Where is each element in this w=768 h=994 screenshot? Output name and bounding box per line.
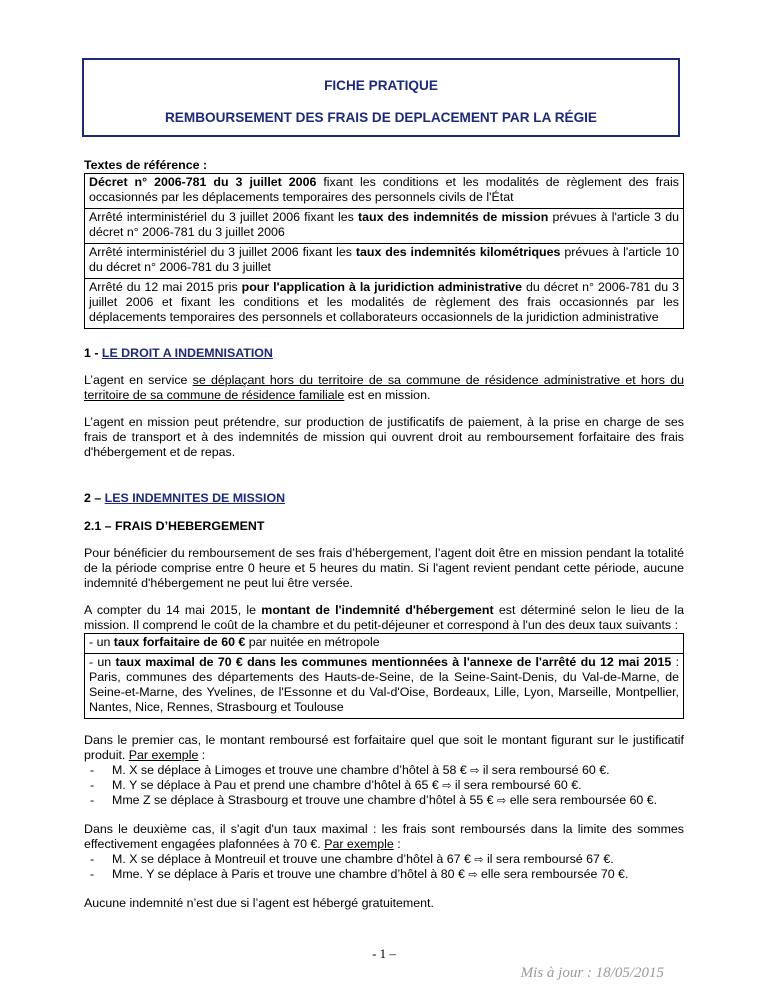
section-2-paragraph-3: [84, 733, 684, 763]
section-2-paragraph-1: Pour bénéficier du remboursement de ses frais d’hébergement, l’agent doit être en mission pendant la totalité de la période comprise entre 0 heure et 5 heures du matin. Si l'agent revient pendant cette période, aucune indemnité d'hébergement ne peut lui être versée.: [84, 546, 684, 590]
section-1: [84, 346, 684, 460]
arrow-right-icon: ⇨: [470, 764, 480, 777]
doc-title: FICHE PRATIQUE: [324, 78, 438, 93]
rate-bold: taux maximal de 70 € dans les communes mentionnées à l'annexe de l'arrêté du 12 mai 2015: [115, 655, 672, 669]
arrow-right-icon: ⇨: [497, 794, 507, 807]
reference-text: prévues à l'article 3 du décret n° 2006-781 du 3 juillet 2006: [89, 210, 679, 239]
reference-row: [85, 174, 684, 209]
examples-list-1: [84, 763, 684, 808]
paragraph-text: :: [393, 837, 401, 851]
section-2-title: LES INDEMNITES DE MISSION: [104, 491, 286, 505]
example-text: M. X se déplace à Montreuil et trouve une chambre d’hôtel à 67 €: [112, 852, 475, 866]
paragraph-text: L’agent en service: [84, 373, 193, 387]
rate-text: : Paris, communes des départements des Hauts-de-Seine, de la Seine-Saint-Denis, du Val-de-Marne, de Seine-et-Marne, des Yvelines, de l'Essonne et du Val-d'Oise, Bordeaux, Lille, Lyon, Marseille, Montpellier, Nantes, Nice, Rennes, Strasbourg et Toulouse: [89, 655, 680, 714]
dash-bullet: -: [90, 778, 95, 792]
example-text: M. X se déplace à Limoges et trouve une chambre d’hôtel à 58 €: [112, 763, 471, 777]
bold-text: montant de l'indemnité d'hébergement: [261, 603, 494, 617]
paragraph-text: :: [198, 748, 206, 762]
section-2-paragraph-2: [84, 603, 684, 633]
reference-row: [85, 279, 684, 329]
reference-text: Arrêté interministériel du 3 juillet 2006 fixant les: [89, 245, 356, 259]
subsection-2-1-heading: 2.1 – FRAIS D’HEBERGEMENT: [84, 519, 265, 533]
section-1-title: LE DROIT A INDEMNISATION: [101, 346, 273, 360]
reference-bold: pour l'application à la juridiction administrative: [241, 280, 523, 294]
section-2-paragraph-4: [84, 822, 684, 852]
reference-text: fixant les conditions et les modalités de règlement des frais occasionnés par les déplacements temporaires des personnels civils de l'État: [89, 175, 679, 204]
list-item: [84, 793, 684, 808]
dash-bullet: -: [90, 852, 95, 866]
rate-text: par nuitée en métropole: [245, 635, 380, 649]
references-heading: Textes de référence :: [84, 158, 208, 172]
references-section: [84, 158, 684, 329]
reference-row: [85, 244, 684, 279]
list-item: [84, 763, 684, 778]
list-item: [84, 778, 684, 793]
list-item: [84, 852, 684, 867]
reference-text: Arrêté interministériel du 3 juillet 2006 fixant les: [89, 210, 359, 224]
rate-row: [85, 654, 684, 719]
arrow-right-icon: ⇨: [468, 868, 478, 881]
examples-list-2: [84, 852, 684, 882]
update-date: Mis à jour : 18/05/2015: [520, 965, 664, 981]
section-1-paragraph-1: [84, 373, 684, 403]
reference-text: prévues à l'article 10 du décret n° 2006-781 du 3 juillet: [89, 245, 679, 274]
example-result: il sera remboursé 60 €.: [451, 778, 582, 792]
example-label: Par exemple: [128, 748, 199, 762]
underlined-text: se déplaçant hors du territoire de sa commune de résidence administrative et hors du territoire de sa commune de résidence familiale: [84, 373, 684, 402]
reference-bold: taux des indemnités de mission: [358, 210, 549, 224]
example-result: il sera remboursé 60 €.: [479, 763, 610, 777]
paragraph-text: est déterminé selon le lieu de la mission. Il comprend le coût de la chambre et du petit-déjeuner et correspond à l'un des deux taux suivants :: [84, 603, 684, 632]
reference-bold: taux des indemnités kilométriques: [355, 245, 561, 259]
example-result: elle sera remboursée 70 €.: [477, 867, 629, 881]
references-table: [84, 173, 684, 329]
example-text: Mme. Y se déplace à Paris et trouve une chambre d’hôtel à 80 €: [112, 867, 469, 881]
paragraph-text: est en mission.: [344, 388, 431, 402]
section-2-heading: [84, 491, 684, 506]
example-text: Mme Z se déplace à Strasbourg et trouve une chambre d’hôtel à 55 €: [112, 793, 498, 807]
reference-text: du décret n° 2006-781 du 3 juillet 2006 et fixant les conditions et les modalités de règlement des frais occasionnés par les déplacements temporaires des personnels et collaborateurs occasionnels de la juridiction administrative: [89, 280, 679, 324]
page-number: - 1 –: [372, 946, 396, 961]
title-box: [82, 58, 680, 137]
dash-bullet: -: [90, 867, 95, 881]
rates-table: [84, 633, 684, 719]
doc-subtitle: REMBOURSEMENT DES FRAIS DE DEPLACEMENT PAR LA RÉGIE: [164, 110, 597, 125]
reference-bold: Décret n° 2006-781 du 3 juillet 2006: [89, 175, 317, 189]
section-1-heading: [84, 346, 684, 361]
list-item: [84, 867, 684, 882]
example-text: M. Y se déplace à Pau et prend une chambre d’hôtel à 65 €: [112, 778, 443, 792]
example-result: elle sera remboursée 60 €.: [506, 793, 658, 807]
reference-row: [85, 209, 684, 244]
example-result: il sera remboursé 67 €.: [483, 852, 614, 866]
section-2-number: 2 –: [84, 491, 105, 505]
section-2-paragraph-5: Aucune indemnité n’est due si l’agent est hébergé gratuitement.: [84, 896, 434, 910]
section-2: [84, 491, 684, 911]
rate-text: - un: [89, 635, 114, 649]
arrow-right-icon: ⇨: [442, 779, 452, 792]
arrow-right-icon: ⇨: [474, 853, 484, 866]
section-1-paragraph-2: L’agent en mission peut prétendre, sur production de justificatifs de paiement, à la prise en charge de ses frais de transport et à des indemnités de mission qui ouvrent droit au remboursement forfaitaire des frais d'hébergement et de repas.: [84, 415, 684, 459]
example-label: Par exemple: [324, 837, 394, 851]
paragraph-text: Dans le premier cas, le montant remboursé est forfaitaire quel que soit le montant figurant sur le justificatif produit.: [84, 733, 684, 762]
section-1-number: 1 -: [84, 346, 102, 360]
rate-text: - un: [89, 655, 116, 669]
paragraph-text: A compter du 14 mai 2015, le: [84, 603, 262, 617]
rate-bold: taux forfaitaire de 60 €: [113, 635, 246, 649]
dash-bullet: -: [90, 763, 95, 777]
reference-text: Arrêté du 12 mai 2015 pris: [89, 280, 242, 294]
paragraph-text: Dans le deuxième cas, il s'agit d'un taux maximal : les frais sont remboursés dans la limite des sommes effectivement engagées plafonnées à 70 €.: [84, 822, 684, 851]
dash-bullet: -: [90, 793, 95, 807]
rate-row: [85, 634, 684, 654]
